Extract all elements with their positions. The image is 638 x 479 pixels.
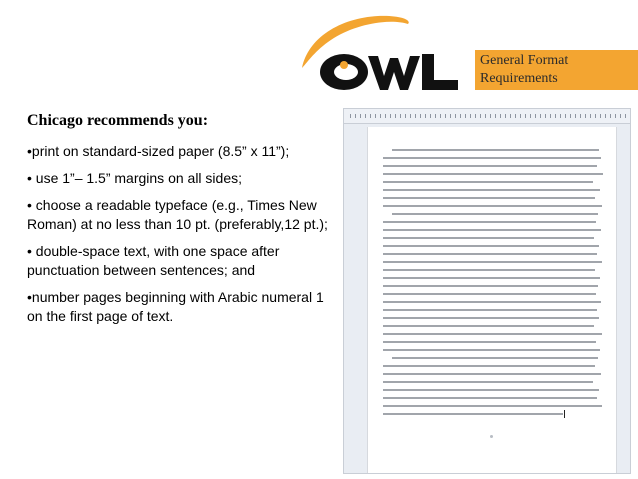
document-text-line (383, 285, 598, 287)
ruler-tick (570, 114, 571, 118)
sample-document-preview (343, 108, 631, 474)
document-text-line (392, 357, 598, 359)
ruler-tick (505, 114, 506, 118)
ruler-tick (355, 114, 356, 118)
document-text-line (383, 269, 595, 271)
ruler-tick (480, 114, 481, 118)
document-text-line (383, 261, 602, 263)
document-text-line (383, 189, 600, 191)
document-text-line (383, 229, 601, 231)
ruler-tick (470, 114, 471, 118)
ruler-tick (610, 114, 611, 118)
document-page (367, 127, 617, 474)
ruler-tick (360, 114, 361, 118)
ruler-tick (485, 114, 486, 118)
document-text-line (383, 301, 601, 303)
ruler-tick (445, 114, 446, 118)
document-text-line (383, 397, 597, 399)
text-cursor (564, 410, 565, 418)
document-text-line (383, 293, 596, 295)
document-text-line (383, 181, 593, 183)
ruler-tick (500, 114, 501, 118)
ruler-tick (410, 114, 411, 118)
bullet-paper-size: •print on standard-sized paper (8.5” x 11”); (27, 143, 290, 159)
document-text-line (383, 277, 600, 279)
document-text-line (383, 317, 599, 319)
ruler-tick (375, 114, 376, 118)
document-text-line (383, 349, 600, 351)
ruler-tick (525, 114, 526, 118)
ruler-tick (515, 114, 516, 118)
document-text-line (383, 165, 597, 167)
document-text-line (383, 373, 601, 375)
document-text-line (383, 405, 602, 407)
ruler-tick (380, 114, 381, 118)
ruler-tick (600, 114, 601, 118)
ruler-icon (344, 109, 630, 124)
recommendations-heading: Chicago recommends you: (27, 112, 209, 129)
ruler-tick (455, 114, 456, 118)
document-text-line (383, 333, 602, 335)
ruler-tick (580, 114, 581, 118)
ruler-tick (560, 114, 561, 118)
owl-logo (300, 10, 470, 105)
ruler-tick (565, 114, 566, 118)
ruler-tick (495, 114, 496, 118)
recommendations-panel (27, 112, 332, 334)
ruler-tick (620, 114, 621, 118)
ruler-tick (545, 114, 546, 118)
ruler-tick (460, 114, 461, 118)
ruler-tick (625, 114, 626, 118)
ruler-tick (615, 114, 616, 118)
ruler-tick (415, 114, 416, 118)
document-text-line (392, 149, 599, 151)
document-text-line (383, 253, 597, 255)
ruler-tick (585, 114, 586, 118)
ruler-tick (390, 114, 391, 118)
ruler-tick (450, 114, 451, 118)
document-text-line (383, 245, 599, 247)
ruler-tick (540, 114, 541, 118)
ruler-tick (395, 114, 396, 118)
document-text-line (383, 237, 594, 239)
ruler-tick (575, 114, 576, 118)
ruler-tick (510, 114, 511, 118)
page-marker (490, 435, 493, 438)
ruler-tick (530, 114, 531, 118)
ruler-tick (475, 114, 476, 118)
ruler-tick (430, 114, 431, 118)
ruler-tick (365, 114, 366, 118)
ruler-tick (440, 114, 441, 118)
ruler-tick (550, 114, 551, 118)
document-text-line (383, 197, 595, 199)
ruler-tick (490, 114, 491, 118)
ruler-tick (425, 114, 426, 118)
bullet-typeface: • choose a readable typeface (e.g., Times New Roman) at no less than 10 pt. (preferably,12 pt.); (27, 197, 328, 232)
banner-title-line2: Requirements (480, 71, 558, 86)
ruler-tick (465, 114, 466, 118)
ruler-tick (590, 114, 591, 118)
ruler-tick (520, 114, 521, 118)
ruler-tick (350, 114, 351, 118)
bullet-page-numbers: •number pages beginning with Arabic numeral 1 on the first page of text. (27, 289, 324, 324)
ruler-tick (420, 114, 421, 118)
document-text-line (383, 221, 596, 223)
ruler-tick (370, 114, 371, 118)
document-text-line (383, 325, 594, 327)
ruler-tick (385, 114, 386, 118)
bullet-double-space: • double-space text, with one space after punctuation between sentences; and (27, 243, 280, 278)
document-text-line (383, 157, 601, 159)
document-text-line (383, 309, 597, 311)
ruler-tick (605, 114, 606, 118)
document-text-line (392, 213, 598, 215)
document-text-line (383, 365, 595, 367)
bullet-margins: • use 1”– 1.5” margins on all sides; (27, 170, 243, 186)
document-text-line (383, 413, 563, 415)
ruler-tick (535, 114, 536, 118)
banner-title-line1: General Format (480, 53, 569, 68)
ruler-tick (435, 114, 436, 118)
document-text-line (383, 389, 599, 391)
document-text-line (383, 205, 602, 207)
ruler-tick (595, 114, 596, 118)
ruler-tick (555, 114, 556, 118)
owl-logo-icon (300, 10, 470, 105)
banner-title (480, 52, 568, 88)
document-text-line (383, 173, 603, 175)
ruler-tick (405, 114, 406, 118)
document-text-line (383, 341, 596, 343)
ruler-tick (400, 114, 401, 118)
document-text-line (383, 381, 593, 383)
title-banner (475, 50, 638, 90)
